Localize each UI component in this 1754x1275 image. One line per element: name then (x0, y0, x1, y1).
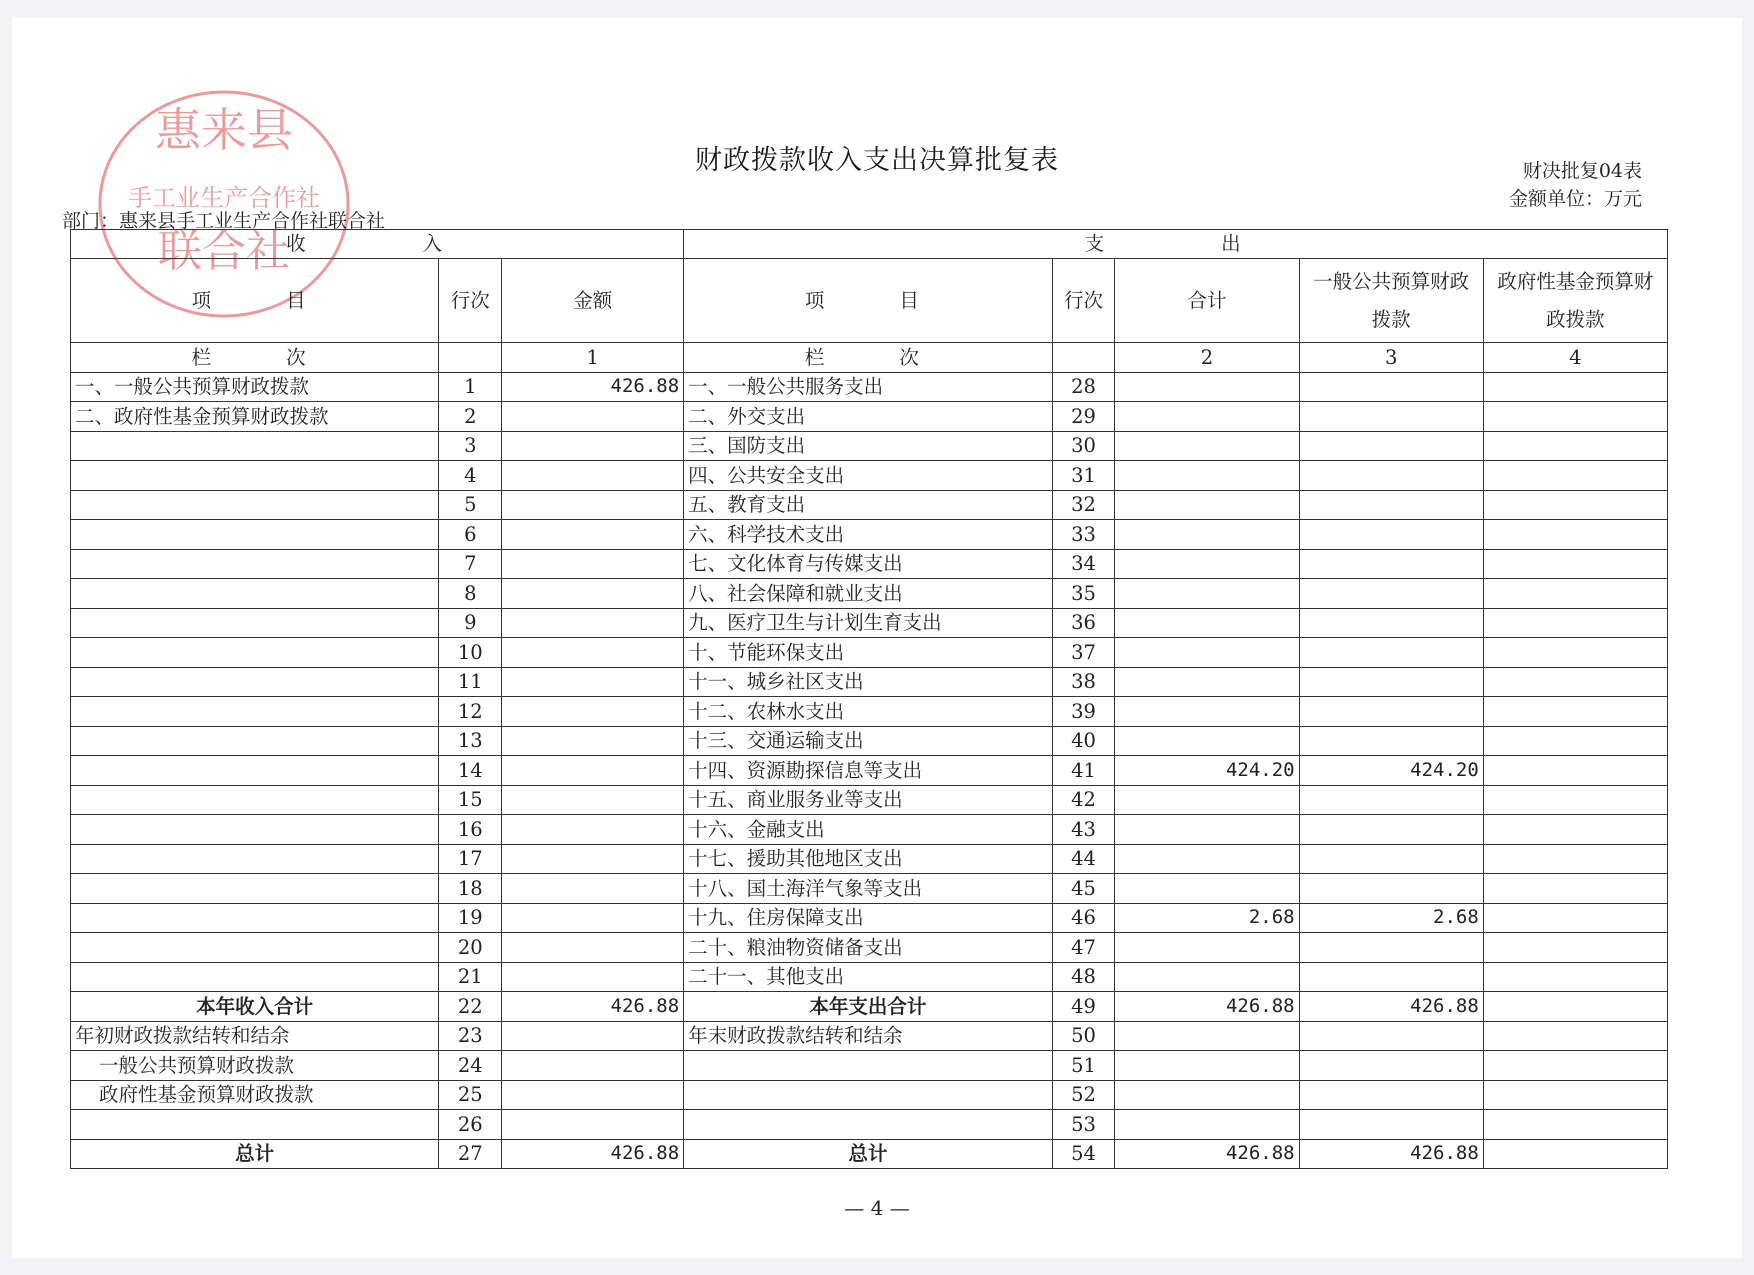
expense-total-cell: 424.20 (1115, 756, 1299, 786)
expense-index-2: 2 (1115, 343, 1299, 373)
income-row-no-cell: 26 (439, 1110, 502, 1140)
expense-item-cell: 九、医疗卫生与计划生育支出 (684, 608, 1052, 638)
expense-row-no-cell: 31 (1052, 461, 1115, 491)
expense-item-cell: 十三、交通运输支出 (684, 726, 1052, 756)
income-amount-cell (502, 1110, 684, 1140)
income-row-no-cell: 24 (439, 1051, 502, 1081)
general-budget-cell (1299, 785, 1483, 815)
expense-total-header: 合计 (1115, 259, 1299, 343)
table-row (71, 667, 1668, 697)
expense-row-no-cell: 30 (1052, 431, 1115, 461)
fund-budget-cell (1483, 1021, 1667, 1051)
expense-row-no-cell: 39 (1052, 697, 1115, 727)
expense-row-no-cell: 44 (1052, 844, 1115, 874)
expense-total-cell (1115, 1021, 1299, 1051)
expense-item-cell: 五、教育支出 (684, 490, 1052, 520)
general-budget-cell (1299, 667, 1483, 697)
expense-row-no-cell: 42 (1052, 785, 1115, 815)
expense-item-cell (684, 1051, 1052, 1081)
expense-item-cell: 七、文化体育与传媒支出 (684, 549, 1052, 579)
expense-total-cell (1115, 490, 1299, 520)
expense-row-no-cell: 40 (1052, 726, 1115, 756)
general-budget-cell: 426.88 (1299, 1139, 1483, 1169)
expense-item-cell: 八、社会保障和就业支出 (684, 579, 1052, 609)
income-amount-cell (502, 461, 684, 491)
expense-item-cell: 二、外交支出 (684, 402, 1052, 432)
income-item-cell (71, 697, 439, 727)
expense-row-no-cell: 43 (1052, 815, 1115, 845)
income-row-no-cell: 14 (439, 756, 502, 786)
expense-item-cell: 十五、商业服务业等支出 (684, 785, 1052, 815)
expense-item-cell: 十九、住房保障支出 (684, 903, 1052, 933)
table-row (71, 608, 1668, 638)
income-row-no-header: 行次 (439, 259, 502, 343)
income-row-no-cell: 19 (439, 903, 502, 933)
income-item-cell (71, 579, 439, 609)
expense-row-no-cell: 48 (1052, 962, 1115, 992)
expense-index-3: 3 (1299, 343, 1483, 373)
fund-budget-cell (1483, 431, 1667, 461)
expense-item-cell: 本年支出合计 (684, 992, 1052, 1022)
fund-budget-cell (1483, 874, 1667, 904)
income-row-no-cell: 16 (439, 815, 502, 845)
expense-total-cell: 2.68 (1115, 903, 1299, 933)
fund-budget-cell (1483, 903, 1667, 933)
expense-item-cell: 十七、援助其他地区支出 (684, 844, 1052, 874)
income-item-cell: 年初财政拨款结转和结余 (71, 1021, 439, 1051)
table-row (71, 992, 1668, 1022)
svg-text:惠来县: 惠来县 (155, 103, 293, 157)
table-row (71, 1080, 1668, 1110)
expense-item-cell: 十四、资源勘探信息等支出 (684, 756, 1052, 786)
expense-total-cell (1115, 726, 1299, 756)
general-budget-cell (1299, 1021, 1483, 1051)
expense-total-cell (1115, 667, 1299, 697)
income-section-header: 收 入 (71, 230, 684, 259)
income-row-no-cell: 13 (439, 726, 502, 756)
fund-budget-cell (1483, 726, 1667, 756)
income-amount-cell (502, 520, 684, 550)
fund-budget-cell (1483, 815, 1667, 845)
income-item-cell: 本年收入合计 (71, 992, 439, 1022)
expense-item-cell: 年末财政拨款结转和结余 (684, 1021, 1052, 1051)
general-budget-cell (1299, 815, 1483, 845)
income-index-1: 1 (502, 343, 684, 373)
table-row (71, 697, 1668, 727)
expense-index-blank (1052, 343, 1115, 373)
expense-total-cell (1115, 1110, 1299, 1140)
income-item-cell: 一般公共预算财政拨款 (71, 1051, 439, 1081)
table-row (71, 638, 1668, 668)
table-row (71, 431, 1668, 461)
income-row-no-cell: 9 (439, 608, 502, 638)
general-budget-cell (1299, 1051, 1483, 1081)
fund-budget-cell (1483, 549, 1667, 579)
income-item-cell (71, 461, 439, 491)
income-amount-cell (502, 431, 684, 461)
general-budget-cell (1299, 1110, 1483, 1140)
table-row (71, 815, 1668, 845)
general-budget-cell (1299, 638, 1483, 668)
expense-total-cell (1115, 461, 1299, 491)
income-amount-cell (502, 1080, 684, 1110)
expense-row-no-cell: 35 (1052, 579, 1115, 609)
general-budget-cell (1299, 726, 1483, 756)
fund-budget-cell (1483, 756, 1667, 786)
income-amount-cell (502, 726, 684, 756)
fund-budget-cell (1483, 461, 1667, 491)
section-header-row (71, 230, 1668, 259)
income-row-no-cell: 12 (439, 697, 502, 727)
general-budget-cell (1299, 520, 1483, 550)
expense-section-header: 支 出 (684, 230, 1668, 259)
income-index-label: 栏 次 (71, 343, 439, 373)
expense-row-no-cell: 53 (1052, 1110, 1115, 1140)
income-row-no-cell: 25 (439, 1080, 502, 1110)
table-row (71, 903, 1668, 933)
income-item-cell (71, 490, 439, 520)
income-row-no-cell: 5 (439, 490, 502, 520)
table-row (71, 844, 1668, 874)
income-amount-cell (502, 815, 684, 845)
fund-budget-cell (1483, 962, 1667, 992)
expense-index-4: 4 (1483, 343, 1667, 373)
income-item-cell (71, 667, 439, 697)
income-item-cell (71, 815, 439, 845)
expense-row-no-cell: 41 (1052, 756, 1115, 786)
expense-total-cell (1115, 1080, 1299, 1110)
expense-total-cell (1115, 372, 1299, 402)
page-number: — 4 — (844, 1196, 910, 1220)
expense-row-no-cell: 33 (1052, 520, 1115, 550)
expense-row-no-cell: 38 (1052, 667, 1115, 697)
expense-item-header: 项 目 (684, 259, 1052, 343)
table-row (71, 1110, 1668, 1140)
expense-item-cell (684, 1080, 1052, 1110)
expense-row-no-cell: 49 (1052, 992, 1115, 1022)
table-row (71, 1139, 1668, 1169)
fund-budget-cell (1483, 933, 1667, 963)
income-amount-cell (502, 844, 684, 874)
income-row-no-cell: 4 (439, 461, 502, 491)
income-amount-cell (502, 933, 684, 963)
income-amount-cell: 426.88 (502, 1139, 684, 1169)
expense-item-cell: 一、一般公共服务支出 (684, 372, 1052, 402)
fund-budget-cell (1483, 785, 1667, 815)
expense-total-cell (1115, 785, 1299, 815)
expense-item-cell: 十八、国土海洋气象等支出 (684, 874, 1052, 904)
table-row (71, 372, 1668, 402)
income-item-cell (71, 962, 439, 992)
general-budget-cell: 424.20 (1299, 756, 1483, 786)
expense-row-no-cell: 29 (1052, 402, 1115, 432)
expense-row-no-cell: 51 (1052, 1051, 1115, 1081)
svg-text:手工业生产合作社: 手工业生产合作社 (128, 184, 320, 212)
income-row-no-cell: 18 (439, 874, 502, 904)
income-item-cell: 政府性基金预算财政拨款 (71, 1080, 439, 1110)
svg-text:联合社: 联合社 (158, 226, 290, 277)
table-row (71, 726, 1668, 756)
general-budget-cell: 426.88 (1299, 992, 1483, 1022)
expense-total-cell (1115, 520, 1299, 550)
income-item-cell (71, 431, 439, 461)
expense-total-cell: 426.88 (1115, 992, 1299, 1022)
income-amount-cell: 426.88 (502, 372, 684, 402)
income-row-no-cell: 15 (439, 785, 502, 815)
income-item-cell (71, 874, 439, 904)
expense-total-cell (1115, 815, 1299, 845)
expense-total-cell: 426.88 (1115, 1139, 1299, 1169)
general-budget-cell (1299, 549, 1483, 579)
table-row (71, 1021, 1668, 1051)
expense-total-cell (1115, 844, 1299, 874)
general-budget-cell (1299, 402, 1483, 432)
fund-budget-cell (1483, 992, 1667, 1022)
column-header-row (71, 259, 1668, 343)
general-budget-cell (1299, 608, 1483, 638)
expense-index-label: 栏 次 (684, 343, 1052, 373)
income-item-cell (71, 756, 439, 786)
income-row-no-cell: 3 (439, 431, 502, 461)
income-amount-header: 金额 (502, 259, 684, 343)
expense-total-cell (1115, 1051, 1299, 1081)
income-row-no-cell: 27 (439, 1139, 502, 1169)
fund-budget-header: 政府性基金预算财政拨款 (1483, 259, 1667, 343)
general-budget-cell (1299, 431, 1483, 461)
fund-budget-cell (1483, 1110, 1667, 1140)
fund-budget-cell (1483, 579, 1667, 609)
fund-budget-cell (1483, 608, 1667, 638)
table-row (71, 785, 1668, 815)
fund-budget-cell (1483, 638, 1667, 668)
expense-total-cell (1115, 933, 1299, 963)
income-item-cell (71, 844, 439, 874)
fund-budget-cell (1483, 372, 1667, 402)
settlement-table (70, 229, 1668, 1169)
expense-row-no-cell: 36 (1052, 608, 1115, 638)
income-item-cell: 总计 (71, 1139, 439, 1169)
form-number: 财决批复04表 (1522, 160, 1642, 182)
expense-total-cell (1115, 697, 1299, 727)
income-row-no-cell: 22 (439, 992, 502, 1022)
general-budget-cell (1299, 933, 1483, 963)
fund-budget-cell (1483, 402, 1667, 432)
general-budget-cell (1299, 461, 1483, 491)
income-row-no-cell: 11 (439, 667, 502, 697)
expense-row-no-cell: 47 (1052, 933, 1115, 963)
fund-budget-cell (1483, 1051, 1667, 1081)
income-index-blank (439, 343, 502, 373)
income-row-no-cell: 23 (439, 1021, 502, 1051)
expense-item-cell: 十六、金融支出 (684, 815, 1052, 845)
table-row (71, 1051, 1668, 1081)
table-row (71, 549, 1668, 579)
income-amount-cell (502, 579, 684, 609)
expense-item-cell (684, 1110, 1052, 1140)
expense-total-cell (1115, 962, 1299, 992)
expense-row-no-cell: 37 (1052, 638, 1115, 668)
table-row (71, 402, 1668, 432)
fund-budget-cell (1483, 490, 1667, 520)
document-title: 财政拨款收入支出决算批复表 (695, 145, 1059, 176)
general-budget-cell (1299, 372, 1483, 402)
table-row (71, 874, 1668, 904)
income-item-cell (71, 1110, 439, 1140)
income-amount-cell (502, 402, 684, 432)
income-item-cell (71, 549, 439, 579)
table-row (71, 933, 1668, 963)
fund-budget-cell (1483, 1139, 1667, 1169)
income-amount-cell (502, 1051, 684, 1081)
income-amount-cell (502, 608, 684, 638)
income-item-cell (71, 903, 439, 933)
table-row (71, 756, 1668, 786)
income-item-cell (71, 785, 439, 815)
expense-row-no-header: 行次 (1052, 259, 1115, 343)
income-row-no-cell: 10 (439, 638, 502, 668)
amount-unit: 金额单位：万元 (1508, 188, 1642, 210)
income-item-cell: 一、一般公共预算财政拨款 (71, 372, 439, 402)
income-item-header: 项 目 (71, 259, 439, 343)
expense-item-cell: 六、科学技术支出 (684, 520, 1052, 550)
fund-budget-cell (1483, 844, 1667, 874)
expense-row-no-cell: 32 (1052, 490, 1115, 520)
document-page (12, 18, 1742, 1258)
expense-item-cell: 四、公共安全支出 (684, 461, 1052, 491)
expense-total-cell (1115, 874, 1299, 904)
expense-item-cell: 三、国防支出 (684, 431, 1052, 461)
income-amount-cell (502, 903, 684, 933)
income-row-no-cell: 17 (439, 844, 502, 874)
expense-row-no-cell: 34 (1052, 549, 1115, 579)
income-item-cell (71, 638, 439, 668)
fund-budget-cell (1483, 520, 1667, 550)
income-row-no-cell: 1 (439, 372, 502, 402)
general-budget-cell: 2.68 (1299, 903, 1483, 933)
income-amount-cell (502, 785, 684, 815)
income-item-cell: 二、政府性基金预算财政拨款 (71, 402, 439, 432)
table-row (71, 579, 1668, 609)
general-budget-cell (1299, 962, 1483, 992)
fund-budget-cell (1483, 1080, 1667, 1110)
income-item-cell (71, 608, 439, 638)
income-row-no-cell: 2 (439, 402, 502, 432)
income-item-cell (71, 726, 439, 756)
expense-row-no-cell: 54 (1052, 1139, 1115, 1169)
expense-total-cell (1115, 402, 1299, 432)
income-amount-cell (502, 1021, 684, 1051)
expense-total-cell (1115, 431, 1299, 461)
income-row-no-cell: 20 (439, 933, 502, 963)
department-label: 部门：惠来县手工业生产合作社联合社 (62, 210, 386, 232)
expense-item-cell: 二十一、其他支出 (684, 962, 1052, 992)
table-row (71, 520, 1668, 550)
expense-row-no-cell: 52 (1052, 1080, 1115, 1110)
general-budget-cell (1299, 579, 1483, 609)
fund-budget-cell (1483, 667, 1667, 697)
income-amount-cell (502, 874, 684, 904)
income-row-no-cell: 6 (439, 520, 502, 550)
income-amount-cell (502, 697, 684, 727)
income-row-no-cell: 21 (439, 962, 502, 992)
expense-item-cell: 总计 (684, 1139, 1052, 1169)
fund-budget-cell (1483, 697, 1667, 727)
table-row (71, 461, 1668, 491)
expense-row-no-cell: 45 (1052, 874, 1115, 904)
expense-row-no-cell: 50 (1052, 1021, 1115, 1051)
general-budget-cell (1299, 874, 1483, 904)
income-amount-cell (502, 962, 684, 992)
column-index-row (71, 343, 1668, 373)
income-amount-cell: 426.88 (502, 992, 684, 1022)
general-budget-cell (1299, 697, 1483, 727)
general-budget-cell (1299, 1080, 1483, 1110)
general-budget-cell (1299, 844, 1483, 874)
expense-item-cell: 十一、城乡社区支出 (684, 667, 1052, 697)
expense-item-cell: 十二、农林水支出 (684, 697, 1052, 727)
income-amount-cell (502, 756, 684, 786)
expense-total-cell (1115, 638, 1299, 668)
income-amount-cell (502, 638, 684, 668)
expense-total-cell (1115, 608, 1299, 638)
table-row (71, 490, 1668, 520)
table-row (71, 962, 1668, 992)
income-amount-cell (502, 667, 684, 697)
income-amount-cell (502, 490, 684, 520)
expense-total-cell (1115, 579, 1299, 609)
income-amount-cell (502, 549, 684, 579)
income-item-cell (71, 933, 439, 963)
income-item-cell (71, 520, 439, 550)
general-budget-header: 一般公共预算财政拨款 (1299, 259, 1483, 343)
expense-row-no-cell: 28 (1052, 372, 1115, 402)
income-row-no-cell: 7 (439, 549, 502, 579)
expense-total-cell (1115, 549, 1299, 579)
expense-item-cell: 十、节能环保支出 (684, 638, 1052, 668)
expense-row-no-cell: 46 (1052, 903, 1115, 933)
general-budget-cell (1299, 490, 1483, 520)
expense-item-cell: 二十、粮油物资储备支出 (684, 933, 1052, 963)
income-row-no-cell: 8 (439, 579, 502, 609)
